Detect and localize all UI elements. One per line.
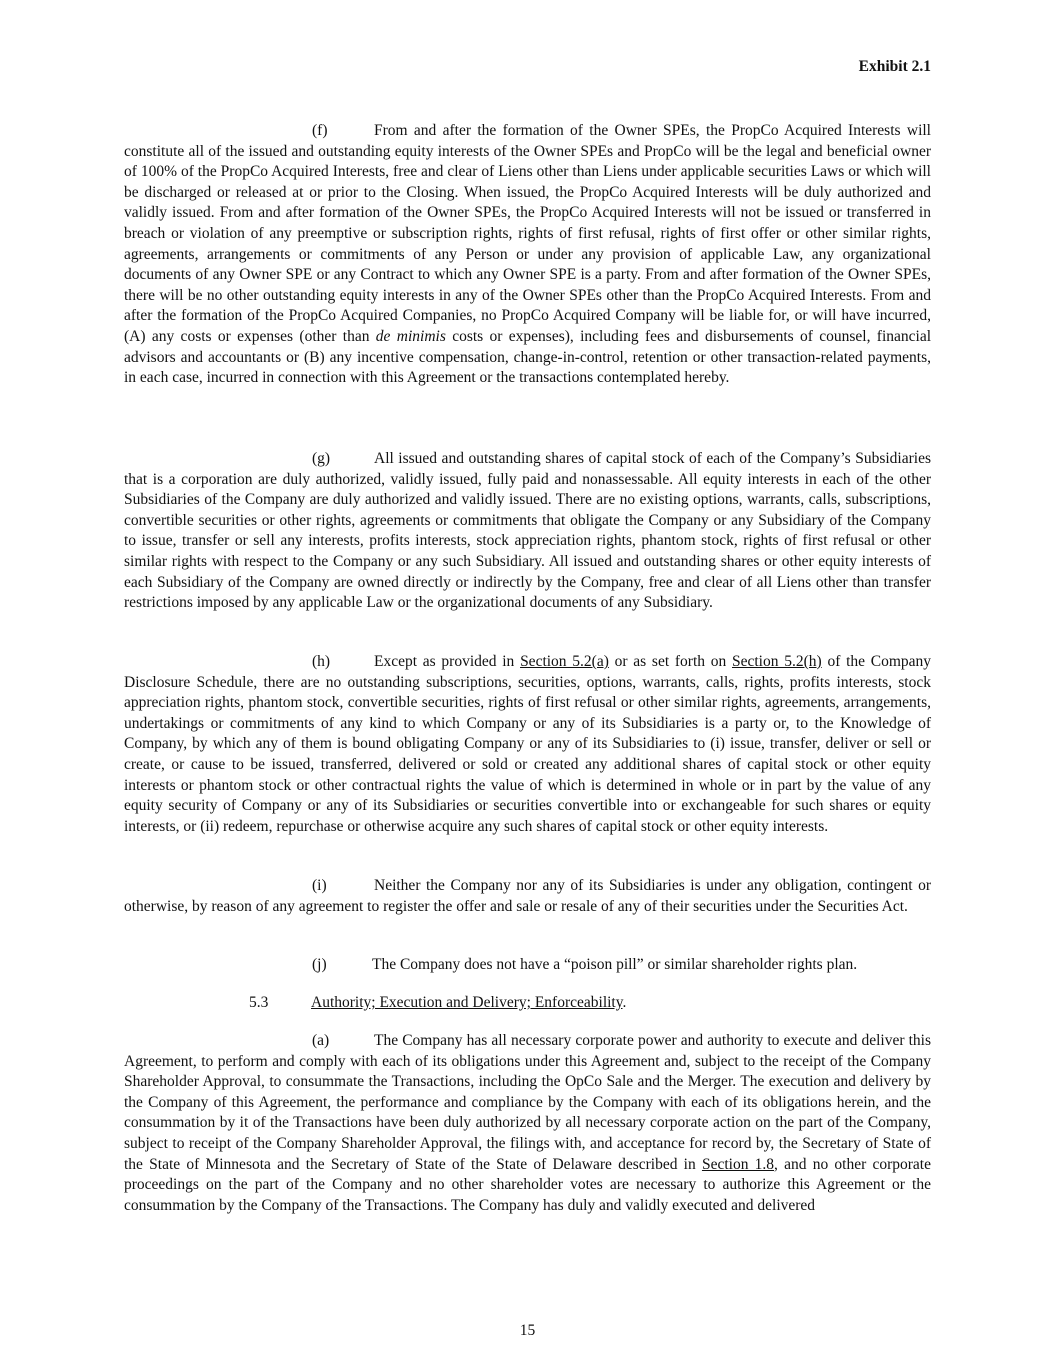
paragraph-j-text: The Company does not have a “poison pill” or similar shareholder rights plan. xyxy=(372,956,858,973)
paragraph-g-label: (g) xyxy=(312,450,331,467)
section-title-period: . xyxy=(622,994,627,1011)
exhibit-label: Exhibit 2.1 xyxy=(858,58,931,75)
paragraph-h-text-end: of the Company Disclosure Schedule, there are no outstanding subscriptions, securities, options, warrants, calls, rights, profits interests, stock appreciation rights, phantom stock, convertible securities, rights of first refusal or other similar rights, agreements, arrangements, undertakings or commitments of any kind to which Company or any of its Subsidiaries is a party or, to the Knowledge of Company, by which any of them is bound obligating Company or any of its Subsidiaries to (i) issue, transfer, deliver or sell or create, or cause to be issued, transferred, delivered or sold or created any additional shares of capital stock or other equity interests or phantom stock or other contractual rights the value of which is determined in whole or in part by the value of any equity security of Company or any of its Subsidiaries or securities convertible into or exchangeable for such shares or equity interests, or (ii) redeem, repurchase or otherwise acquire any such shares of capital stock or other equity interests. xyxy=(124,653,932,835)
paragraph-j xyxy=(312,955,857,976)
section-5-2-h-link[interactable]: Section 5.2(h) xyxy=(732,653,822,670)
paragraph-a-label: (a) xyxy=(312,1032,330,1049)
section-1-8-link[interactable]: Section 1.8 xyxy=(701,1155,775,1173)
paragraph-a xyxy=(124,1031,931,1216)
paragraph-f-text-end: costs or expenses), including fees and disbursements of counsel, financial advisors and accountants or (B) any incentive compensation, change-in-control, retention or other transaction-related payments, in each case, incurred in connection with this Agreement or the transactions contemplated hereby. xyxy=(124,327,932,387)
paragraph-f-italic: de minimis xyxy=(375,327,446,345)
section-number: 5.3 xyxy=(249,994,269,1011)
paragraph-i-text: Neither the Company nor any of its Subsidiaries is under any obligation, contingent or otherwise, by reason of any agreement to register the offer and sale or resale of any of their securities under the Securities Act. xyxy=(124,877,931,915)
paragraph-a-text-end: , and no other corporate proceedings on the part of the Company and no other shareholder votes are necessary to authorize this Agreement or the consummation by the Company of the Transactions. The Company has duly and validly executed and delivered xyxy=(124,1155,931,1214)
paragraph-f xyxy=(124,121,931,389)
section-5-2-a-link[interactable]: Section 5.2(a) xyxy=(520,653,609,670)
paragraph-j-label: (j) xyxy=(312,956,327,973)
paragraph-h-label: (h) xyxy=(312,653,331,670)
paragraph-i-label: (i) xyxy=(312,877,327,894)
paragraph-i xyxy=(124,876,931,917)
paragraph-h-text-start: Except as provided in xyxy=(374,653,515,670)
paragraph-h xyxy=(124,652,931,837)
section-title: Authority; Execution and Delivery; Enforceability xyxy=(311,994,623,1011)
paragraph-a-text-start: The Company has all necessary corporate power and authority to execute and deliver this Agreement, to perform and comply with each of its obligations under this Agreement and, subject to the receipt of the Company Shareholder Approval, to consummate the Transactions, including the OpCo Sale and the Merger. The execution and delivery by the Company of this Agreement, the performance and compliance by the Company with each of its obligations herein, and the consummation by it of the Transactions have been duly authorized by all necessary corporate action on the part of the Company, subject to receipt of the Company Shareholder Approval, the filings with, and acceptance for record by, the Secretary of State of the State of Minnesota and the Secretary of State of the State of Delaware described in xyxy=(124,1032,931,1173)
page-number: 15 xyxy=(519,1322,536,1339)
paragraph-g-text: All issued and outstanding shares of capital stock of each of the Company’s Subsidiaries that is a corporation are duly authorized, validly issued, fully paid and nonassessable. All equity interests in each of the other Subsidiaries of the Company are duly authorized and validly issued. There are no existing options, warrants, calls, subscriptions, convertible securities or other rights, agreements or commitments that obligate the Company or any Subsidiary of the Company to issue, transfer or sell any interests, profits interests, stock appreciation rights, phantom stock, rights of first refusal or other similar rights with respect to the Company or any such Subsidiary. All issued and outstanding shares or other equity interests of each Subsidiary of the Company are owned directly or indirectly by the Company, free and clear of all Liens other than transfer restrictions imposed by any applicable Law or the organizational documents of any Subsidiary. xyxy=(124,450,931,612)
paragraph-g xyxy=(124,449,931,614)
paragraph-h-text-mid: or as set forth on xyxy=(614,653,727,670)
paragraph-f-text: From and after the formation of the Owner SPEs, the PropCo Acquired Interests will constitute all of the issued and outstanding equity interests of the Owner SPEs and PropCo will be the legal and beneficial owner of 100% of the PropCo Acquired Interests, free and clear of Liens other than Liens under applicable securities Laws or which will be discharged or released at or prior to the Closing. When issued, the PropCo Acquired Interests will be duly authorized and validly issued. From and after formation of the Owner SPEs, the PropCo Acquired Interests will not be issued or transferred in breach or violation of any preemptive or subscription rights, rights of first refusal, rights of first offer or other similar rights, agreements, arrangements or commitments of any Person or under any provision of applicable Law, any organizational documents of any Owner SPE or any Contract to which any Owner SPE is a party. From and after formation of the Owner SPEs, there will be no other outstanding equity interests in any of the Owner SPEs other than the PropCo Acquired Interests. From and after the formation of the PropCo Acquired Companies, no PropCo Acquired Company will be liable for, or will have incurred, (A) any costs or expenses (other than xyxy=(124,122,931,345)
section-5-3-heading xyxy=(249,993,626,1014)
paragraph-f-label: (f) xyxy=(312,122,328,139)
